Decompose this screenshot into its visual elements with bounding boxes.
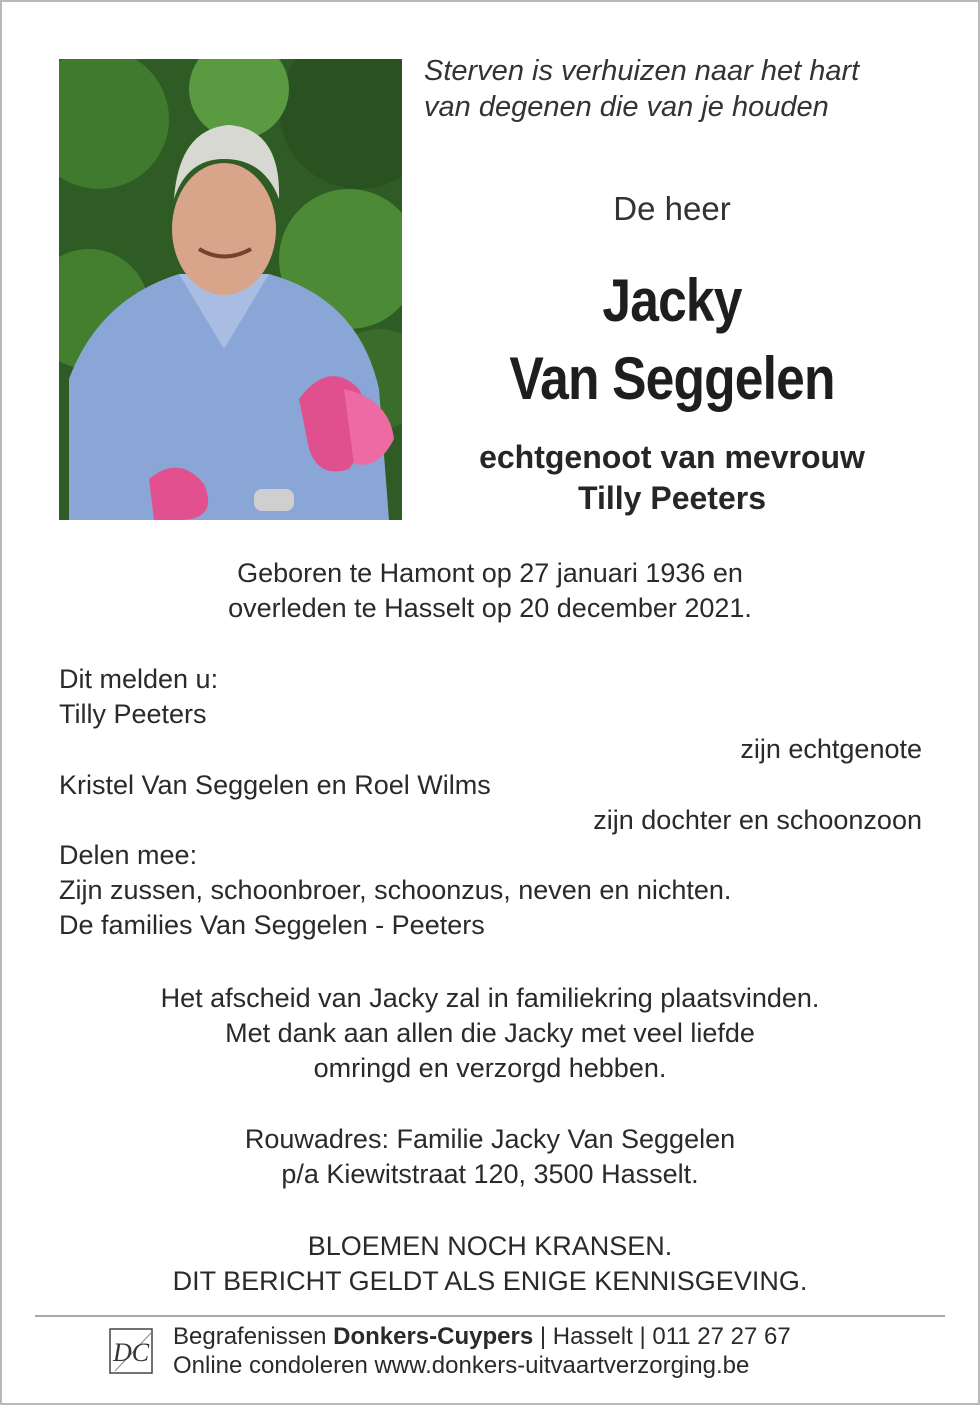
deceased-name [440,262,904,418]
logo-text: DC [112,1338,150,1367]
mourner-role: zijn echtgenote [740,734,922,764]
spouse-line: echtgenoot van mevrouw [479,439,865,475]
memorial-quote [424,53,944,125]
notice-line: BLOEMEN NOCH KRANSEN. [307,1231,673,1261]
birth-line: Geboren te Hamont op 27 januari 1936 en [237,558,743,588]
birth-death-info [0,556,980,626]
mourner-role: zijn dochter en schoonzoon [593,805,922,835]
honorific: De heer [613,190,731,227]
address-line: p/a Kiewitstraat 120, 3500 Hasselt. [281,1159,699,1189]
company-name: Donkers-Cuypers [333,1323,534,1350]
farewell-line: omringd en verzorgd hebben. [313,1053,667,1083]
footer-divider [35,1315,945,1317]
last-name: Van Seggelen [509,345,835,412]
notice [0,1229,980,1299]
farewell-line: Met dank aan allen die Jacky met veel liefde [225,1018,755,1048]
address-line: Rouwadres: Familie Jacky Van Seggelen [244,1124,736,1154]
mourner-name: Kristel Van Seggelen en Roel Wilms [59,770,491,800]
separator: | [632,1323,653,1350]
farewell-text [0,981,980,1086]
footer-prefix: Begrafenissen [173,1323,334,1350]
company-city: Hasselt [552,1323,633,1350]
quote-line: Sterven is verhuizen naar het hart [424,55,860,87]
funeral-home-footer [173,1322,791,1380]
farewell-line: Het afscheid van Jacky zal in familiekring plaatsvinden. [160,983,820,1013]
spouse-name: Tilly Peeters [578,480,766,516]
spouse-info [402,437,942,519]
notice-line: DIT BERICHT GELDT ALS ENIGE KENNISGEVING. [172,1266,808,1296]
death-line: overleden te Hasselt op 20 december 2021. [228,593,752,623]
funeral-home-logo-icon [107,1325,157,1377]
mourning-address [0,1122,980,1192]
company-phone: 011 27 27 67 [652,1323,791,1350]
quote-line: van degenen die van je houden [424,91,829,123]
share-line: De families Van Seggelen - Peeters [59,910,485,940]
first-name: Jacky [602,267,742,334]
share-intro: Delen mee: [59,840,198,870]
footer-website: Online condoleren www.donkers-uitvaartverzorging.be [173,1352,750,1379]
footer-line-1 [173,1322,791,1351]
portrait-photo [59,59,402,520]
mourner-name: Tilly Peeters [59,699,207,729]
share-line: Zijn zussen, schoonbroer, schoonzus, neven en nichten. [59,875,732,905]
announce-intro: Dit melden u: [59,664,219,694]
separator: | [533,1323,553,1350]
